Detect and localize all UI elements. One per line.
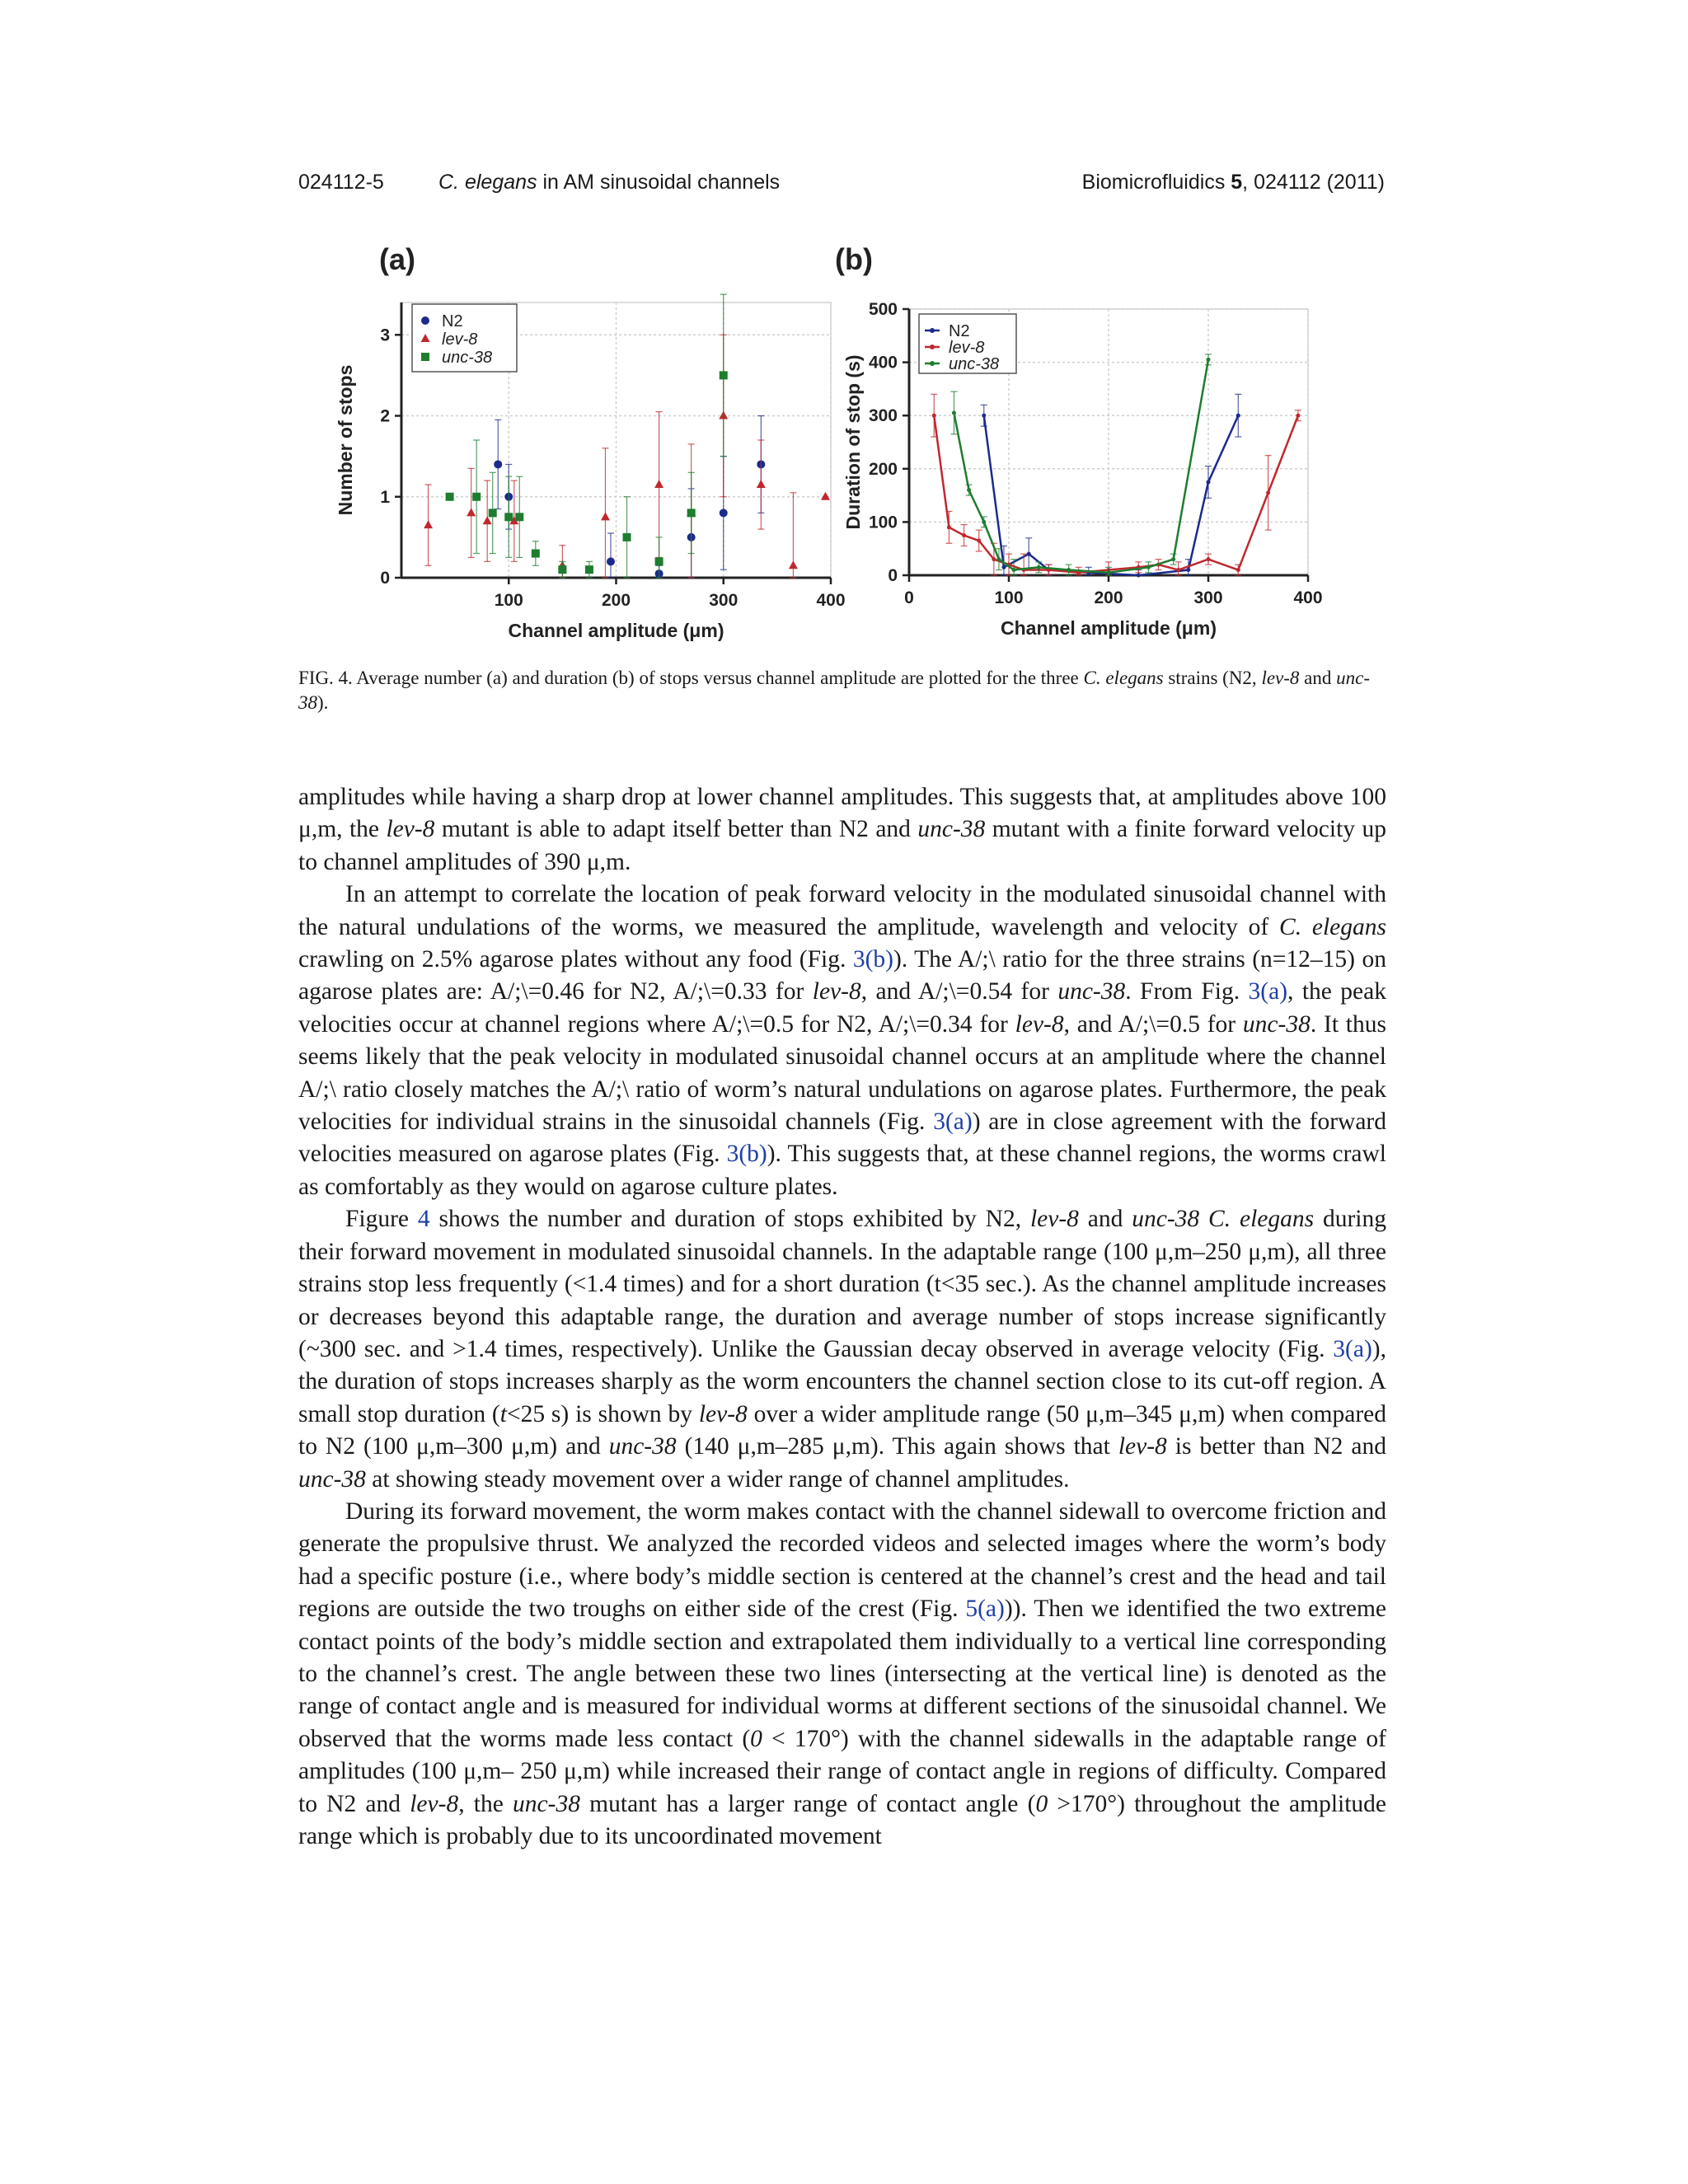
data-point	[1207, 557, 1211, 561]
data-point	[467, 508, 476, 516]
data-point	[601, 512, 610, 520]
data-point	[982, 520, 986, 524]
data-point	[789, 560, 798, 569]
legend-label: N2	[949, 322, 970, 340]
x-tick-label: 100	[994, 588, 1024, 607]
legend-marker	[930, 328, 935, 333]
figure-reference-link[interactable]: 3(a)	[1333, 1335, 1372, 1362]
body-text	[298, 781, 1386, 1853]
figure-reference-link[interactable]: 4	[417, 1206, 430, 1233]
page-number: 024112-5	[298, 171, 384, 194]
data-point	[585, 565, 593, 574]
data-point	[1296, 414, 1300, 418]
x-tick-label: 300	[709, 591, 738, 610]
data-point	[1067, 568, 1071, 572]
data-point	[494, 460, 502, 468]
data-point	[821, 492, 830, 500]
x-axis-label: Channel amplitude (μm)	[1001, 617, 1217, 639]
y-tick-label: 100	[868, 513, 898, 532]
figure-reference-link[interactable]: 3(a)	[933, 1108, 973, 1136]
data-point	[977, 539, 981, 543]
y-tick-label: 300	[868, 406, 898, 426]
figure-4-svg	[335, 235, 1343, 655]
legend-label: lev-8	[442, 330, 478, 349]
figure-reference-link[interactable]: 3(b)	[852, 946, 893, 973]
data-point	[947, 525, 951, 529]
data-point	[1176, 568, 1180, 572]
series-line	[954, 359, 1208, 572]
data-point	[996, 557, 1001, 561]
data-point	[446, 493, 454, 501]
data-point	[687, 509, 696, 517]
legend-marker	[930, 344, 935, 349]
data-point	[1146, 565, 1151, 569]
y-tick-label: 0	[888, 566, 898, 585]
data-point	[607, 557, 615, 565]
data-point	[623, 533, 631, 541]
series-line	[984, 415, 1239, 575]
legend-marker	[421, 353, 429, 361]
data-point	[1137, 574, 1141, 578]
x-tick-label: 400	[816, 591, 846, 610]
panel-label: (b)	[835, 242, 873, 276]
y-axis-label: Duration of stop (s)	[842, 354, 864, 530]
legend-marker	[421, 316, 429, 325]
y-tick-label: 200	[868, 459, 898, 479]
y-tick-label: 3	[380, 326, 390, 345]
y-axis-label: Number of stops	[335, 364, 356, 516]
data-point	[720, 509, 728, 517]
data-point	[655, 557, 663, 565]
data-point	[757, 480, 766, 488]
data-point	[1107, 570, 1111, 574]
figure-reference-link[interactable]: 3(a)	[1248, 978, 1288, 1005]
paragraph-2: In an attempt to correlate the location of peak forward velocity in the modulated sinusoidal channel with the natural undulations of the worms, we measured the amplitude, wavelength and velocity of C. elegans crawling on 2.5% agarose plates without any food (Fig. 3(b)). The A/;\ ratio for the three strains (n=12–15) on agarose plates are: A/;\=0.46 for N2, A/;\=0.33 for lev-8, and A/;\=0.54 for unc-38. From Fig. 3(a), the peak velocities occur at channel regions where A/;\=0.5 for N2, A/;\=0.34 for lev-8, and A/;\=0.5 for unc-38. It thus seems likely that the peak velocity in modulated sinusoidal channel occurs at an amplitude where the channel A/;\ ratio closely matches the A/;\ ratio of worm’s natural undulations on agarose plates. Furthermore, the peak velocities for individual strains in the sinusoidal channels (Fig. 3(a)) are in close agreement with the forward velocities measured on agarose plates (Fig. 3(b)). This suggests that, at these channel regions, the worms crawl as comfortably as they would on agarose culture plates.	[298, 881, 1387, 1200]
paragraph-1: amplitudes while having a sharp drop at lower channel amplitudes. This suggests that, at amplitudes above 100 μ,m, the lev-8 mutant is able to adapt itself better than N2 and unc-38 mutant with a finite forward velocity up to channel amplitudes of 390 μ,m.	[298, 784, 1386, 875]
y-tick-label: 0	[380, 569, 390, 588]
data-point	[654, 480, 663, 488]
x-tick-label: 300	[1193, 588, 1223, 607]
legend-label: unc-38	[442, 349, 493, 367]
data-point	[1266, 490, 1270, 494]
x-tick-label: 400	[1293, 588, 1323, 607]
legend-label: N2	[442, 312, 463, 330]
series-line	[934, 415, 1298, 573]
data-point	[483, 516, 492, 524]
data-point	[1236, 568, 1240, 572]
data-point	[489, 509, 497, 517]
running-title: C. elegans in AM sinusoidal channels	[438, 171, 781, 194]
data-point	[1012, 568, 1016, 572]
data-point	[558, 565, 566, 574]
y-tick-label: 2	[380, 406, 390, 426]
legend-label: lev-8	[949, 339, 985, 357]
data-point	[1037, 565, 1041, 569]
data-point	[515, 513, 523, 521]
y-tick-label: 1	[380, 487, 390, 507]
data-point	[952, 410, 956, 415]
x-tick-label: 200	[1094, 588, 1123, 607]
data-point	[504, 513, 513, 521]
y-tick-label: 500	[868, 300, 898, 319]
data-point	[424, 520, 433, 528]
data-point	[962, 533, 966, 537]
data-point	[992, 557, 996, 561]
figure-reference-link[interactable]: 3(b)	[726, 1141, 767, 1168]
paragraph-3: Figure 4 shows the number and duration of stops exhibited by N2, lev-8 and unc-38 C. elegans during their forward movement in modulated sinusoidal channels. In the adaptable range (100 μ,m–250 μ,m), all three strains stop less frequently (<1.4 times) and for a short duration (t<35 sec.). As the channel amplitude increases or decreases beyond this adaptable range, the duration and average number of stops increase significantly (~300 sec. and >1.4 times, respectively). Unlike the Gaussian decay observed in average velocity (Fig. 3(a)), the duration of stops increases sharply as the worm encounters the channel section close to its cut-off region. A small stop duration (t<25 s) is shown by lev-8 over a wider amplitude range (50 μ,m–345 μ,m) when compared to N2 (100 μ,m–300 μ,m) and unc-38 (140 μ,m–285 μ,m). This again shows that lev-8 is better than N2 and unc-38 at showing steady movement over a wider range of channel amplitudes.	[298, 1206, 1387, 1493]
y-tick-label: 400	[868, 353, 898, 373]
data-point	[1171, 557, 1175, 561]
data-point	[1207, 480, 1211, 484]
x-tick-label: 0	[904, 588, 914, 607]
data-point	[1001, 565, 1006, 569]
panel-label: (a)	[379, 242, 415, 276]
journal-citation: Biomicrofluidics 5, 024112 (2011)	[1081, 171, 1385, 194]
data-point	[720, 371, 728, 379]
data-point	[1027, 552, 1031, 556]
x-axis-label: Channel amplitude (μm)	[508, 620, 724, 641]
data-point	[1207, 358, 1211, 362]
data-point	[472, 493, 481, 501]
data-point	[967, 488, 971, 492]
figure-reference-link[interactable]: 5(a)	[965, 1596, 1005, 1623]
data-point	[1186, 568, 1190, 572]
figure-caption: FIG. 4. Average number (a) and duration (b) of stops versus channel amplitude are plotted for the three C. elegans strains (N2, lev-8 and unc-38).	[298, 668, 1370, 713]
data-point	[1236, 414, 1240, 418]
legend-marker	[930, 361, 935, 366]
data-point	[532, 550, 540, 558]
running-header	[298, 171, 1385, 204]
data-point	[932, 414, 936, 418]
legend-label: unc-38	[949, 355, 1000, 373]
x-tick-label: 100	[494, 591, 523, 610]
data-point	[982, 414, 986, 418]
figure-4	[335, 235, 1343, 655]
x-tick-label: 200	[601, 591, 631, 610]
paragraph-4: During its forward movement, the worm makes contact with the channel sidewall to overcome friction and generate the propulsive thrust. We analyzed the recorded videos and selected images where the worm’s body had a specific posture (i.e., where body’s middle section is centered at the channel’s crest and the head and tail regions are outside the two troughs on either side of the crest (Fig. 5(a))). Then we identified the two extreme contact points of the body’s middle section and extrapolated them individually to a vertical line corresponding to the channel’s crest. The angle between these two lines (intersecting at the vertical line) is denoted as the range of contact angle and is measured for individual worms at different sections of the sinusoidal channel. We observed that the worms made less contact (0 < 170°) with the channel sidewalls in the adaptable range of amplitudes (100 μ,m– 250 μ,m) while increased their range of contact angle in regions of difficulty. Compared to N2 and lev-8, the unc-38 mutant has a larger range of contact angle (0 >170°) throughout the amplitude range which is probably due to its uncoordinated movement	[298, 1497, 1387, 1849]
